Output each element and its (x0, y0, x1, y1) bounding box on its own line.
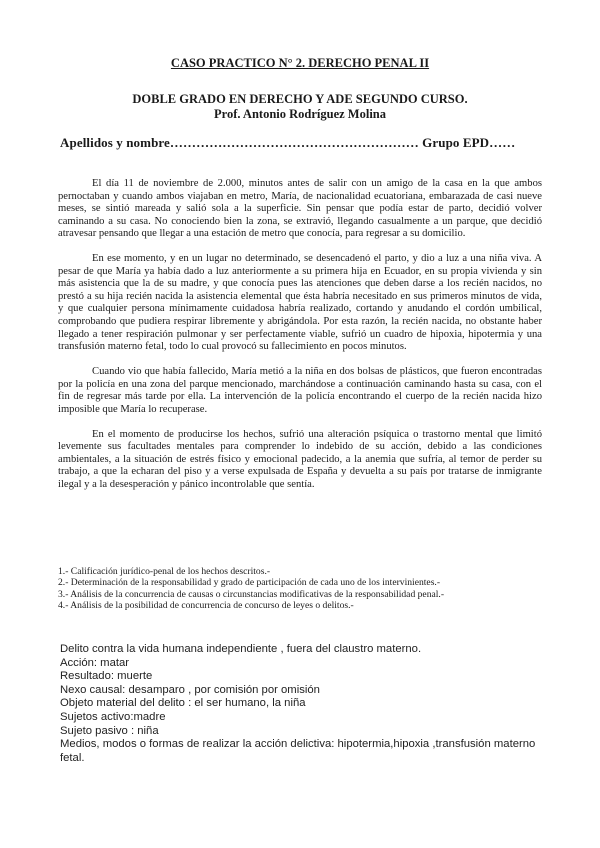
question-list (58, 566, 548, 612)
question-item: 3.- Análisis de la concurrencia de causas o circunstancias modificativas de la responsabilidad penal.- (58, 588, 445, 600)
question-item: 2.- Determinación de la responsabilidad y grado de participación de cada uno de los intervinientes.- (58, 577, 441, 589)
answer-line: Resultado: muerte (60, 670, 153, 683)
question-item: 4.- Análisis de la posibilidad de concurrencia de concurso de leyes o delitos.- (58, 600, 354, 612)
professor-line: Prof. Antonio Rodríguez Molina (214, 107, 386, 121)
paragraph: En ese momento, y en un lugar no determinado, se desencadenó el parto, y dio a luz a una niña viva. A pesar de que María ya había dado a luz anteriormente a su primera hija en Ecuador, en su propia vivienda y sin más asistencia que la de su madre, y que conocía pues las atenciones que deben darse a los recién nacidos, no prestó a su hija recién nacida la asistencia elemental que ésta habría necesitado en sus primeros minutos de vida, y que cualquier persona mínimamente cuidadosa habría realizado, cortando y anudando el cordón umbilical, comprobando que pudiera respirar libremente y abrigándola. Por esta razón, la recién nacida, no obstante haber llegado a tener respiración pulmonar y ser perfectamente viable, sufrió un cuadro de hipoxia, hipotermia y una transfusión materno fetal, todo lo cual provocó su fallecimiento en pocos minutos. (58, 253, 542, 353)
paragraph: En el momento de producirse los hechos, sufrió una alteración psíquica o trastorno mental que limitó levemente sus facultades mentales para comprender lo indebido de su acción, debido a las condiciones ambientales, a la situación de estrés físico y emocional padecido, a la anemia que sufría, al temor de perder su trabajo, a que la echaran del piso y a verse expulsada de España y devuelta a su país por tratarse de inmigrante ilegal y a la desesperación y pánico incontrolable que sentía. (58, 428, 542, 490)
paragraph: El día 11 de noviembre de 2.000, minutos antes de salir con un amigo de la casa en la que ambos pernoctaban y cuando ambos viajaban en metro, María, de nacionalidad ecuatoriana, embarazada de casi nueve meses, se sintió mareada y salió sola a la superficie. Sin pensar que podía estar de parto, decidió volver caminando a su casa. No conociendo bien la zona, se extravió, llegando casualmente a un parque, que decidió atravesar pensando que llegar a una estación de metro que conocía, para regresar a su domicilio. (58, 178, 542, 240)
paragraph: Cuando vio que había fallecido, María metió a la niña en dos bolsas de plásticos, que fueron encontradas por la policía en una zona del parque mencionado, marchándose a continuación caminando hasta su casa, con el fin de regresar más tarde por ella. La intervención de la policía encontrando el cuerpo de la recién nacida hizo imposible que María lo recuperase. (58, 366, 542, 415)
answer-line: Objeto material del delito : el ser humano, la niña (60, 697, 306, 710)
course-line: DOBLE GRADO EN DERECHO Y ADE SEGUNDO CURSO. (132, 92, 468, 106)
answer-line: Delito contra la vida humana independiente , fuera del claustro materno. (60, 643, 422, 655)
document-subtitle (0, 92, 600, 122)
answer-line: Sujeto pasivo : niña (60, 724, 159, 737)
question-item: 1.- Calificación jurídico-penal de los hechos descritos.- (58, 566, 271, 577)
answer-line: Acción: matar (60, 656, 130, 669)
answer-line: Medios, modos o formas de realizar la acción delictiva: hipotermia,hipoxia ,transfusión materno fetal. (60, 738, 536, 764)
answer-line: Sujetos activo:madre (60, 710, 166, 723)
student-name-line: Apellidos y nombre………………………………………………… Grupo EPD…… (60, 135, 516, 150)
document-title: CASO PRACTICO N° 2. DERECHO PENAL II (170, 56, 430, 70)
answer-line: Nexo causal: desamparo , por comisión por omisión (60, 683, 320, 696)
case-statement (58, 178, 542, 504)
answer-block (60, 643, 548, 765)
